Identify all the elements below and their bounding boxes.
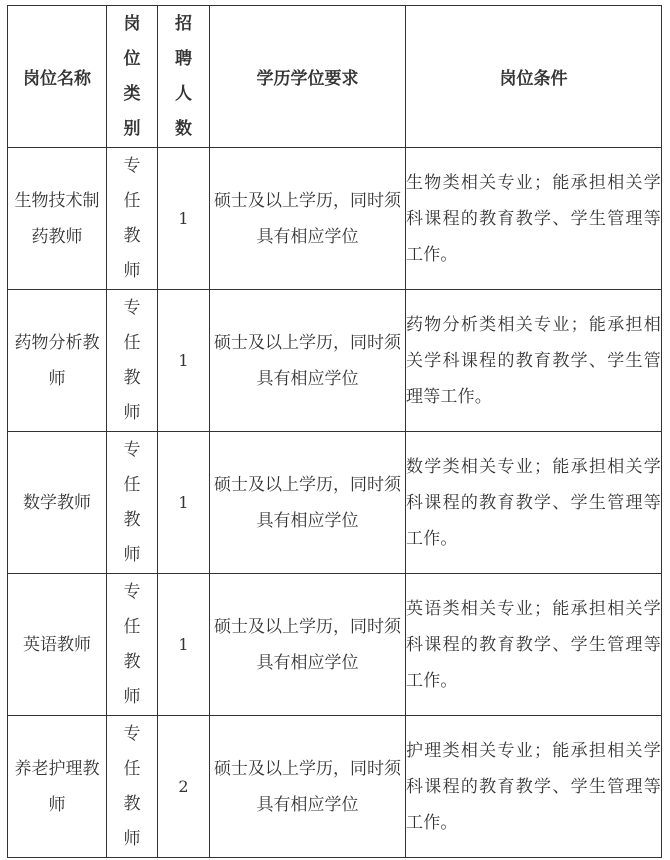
table-row <box>8 148 662 290</box>
education-cell: 硕士及以上学历，同时须具有相应学位 <box>210 290 406 432</box>
table-row <box>8 290 662 432</box>
recruit-count-cell: 1 <box>158 148 210 290</box>
conditions-cell: 护理类相关专业；能承担相关学科课程的教育教学、学生管理等工作。 <box>406 716 662 858</box>
position-name-cell: 生物技术制药教师 <box>8 148 107 290</box>
position-name-cell: 药物分析教师 <box>8 290 107 432</box>
education-cell: 硕士及以上学历，同时须具有相应学位 <box>210 574 406 716</box>
position-type-cell: 专 任 教 师 <box>107 290 158 432</box>
table-row <box>8 716 662 858</box>
conditions-cell: 生物类相关专业；能承担相关学科课程的教育教学、学生管理等工作。 <box>406 148 662 290</box>
conditions-cell: 英语类相关专业；能承担相关学科课程的教育教学、学生管理等工作。 <box>406 574 662 716</box>
header-conditions: 岗位条件 <box>406 6 662 148</box>
position-type-cell: 专 任 教 师 <box>107 716 158 858</box>
position-type-cell: 专 任 教 师 <box>107 432 158 574</box>
conditions-cell: 数学类相关专业；能承担相关学科课程的教育教学、学生管理等工作。 <box>406 432 662 574</box>
position-type-cell: 专 任 教 师 <box>107 574 158 716</box>
header-recruit-count: 招 聘 人 数 <box>158 6 210 148</box>
table-header-row <box>8 6 662 148</box>
header-position-type: 岗 位 类 别 <box>107 6 158 148</box>
education-cell: 硕士及以上学历，同时须具有相应学位 <box>210 148 406 290</box>
position-type-cell: 专 任 教 师 <box>107 148 158 290</box>
recruit-count-cell: 1 <box>158 432 210 574</box>
education-cell: 硕士及以上学历，同时须具有相应学位 <box>210 716 406 858</box>
recruit-count-cell: 1 <box>158 290 210 432</box>
position-name-cell: 英语教师 <box>8 574 107 716</box>
position-name-cell: 数学教师 <box>8 432 107 574</box>
header-position-name: 岗位名称 <box>8 6 107 148</box>
header-education: 学历学位要求 <box>210 6 406 148</box>
recruit-count-cell: 1 <box>158 574 210 716</box>
table-row <box>8 574 662 716</box>
position-name-cell: 养老护理教师 <box>8 716 107 858</box>
conditions-cell: 药物分析类相关专业；能承担相关学科课程的教育教学、学生管理等工作。 <box>406 290 662 432</box>
table-row <box>8 432 662 574</box>
recruitment-table <box>7 5 662 858</box>
education-cell: 硕士及以上学历，同时须具有相应学位 <box>210 432 406 574</box>
recruit-count-cell: 2 <box>158 716 210 858</box>
